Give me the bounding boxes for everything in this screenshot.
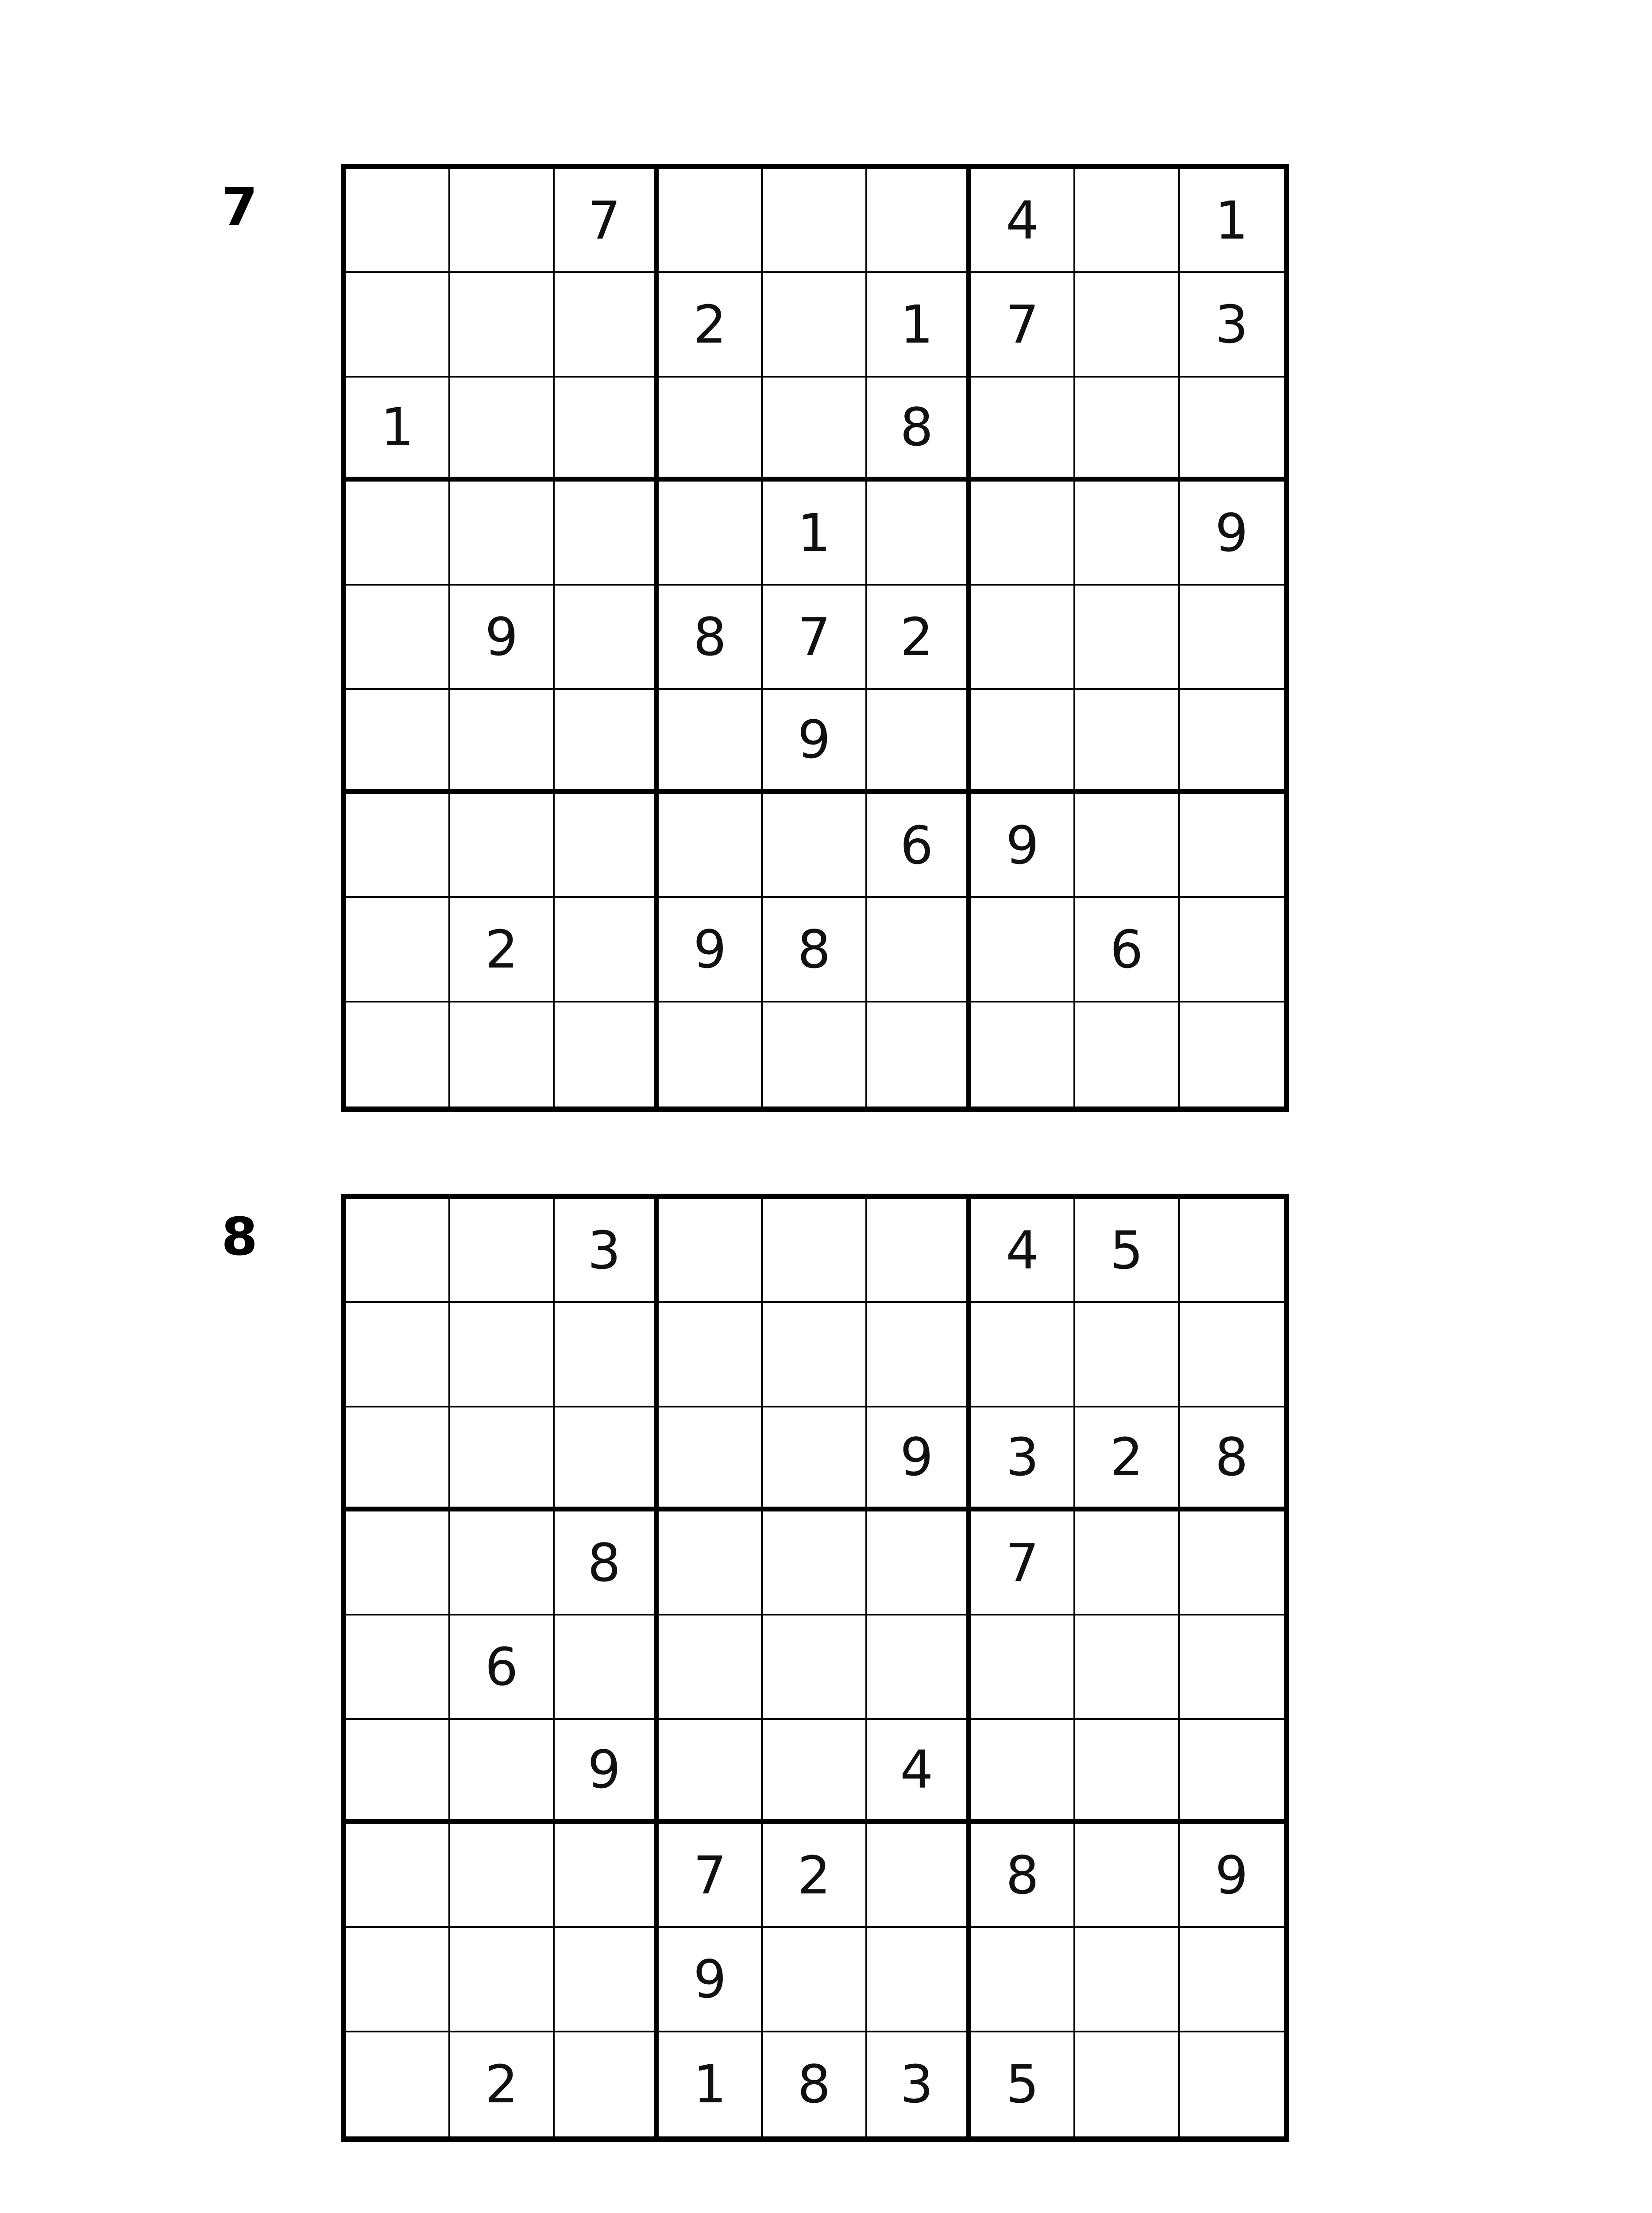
- empty-cell[interactable]: [555, 1824, 659, 1928]
- empty-cell[interactable]: [346, 1720, 450, 1824]
- empty-cell[interactable]: [450, 1303, 554, 1407]
- empty-cell[interactable]: [971, 586, 1075, 690]
- empty-cell[interactable]: [763, 169, 867, 273]
- empty-cell[interactable]: [450, 169, 554, 273]
- empty-cell[interactable]: [1180, 1720, 1284, 1824]
- empty-cell[interactable]: [867, 1511, 971, 1615]
- empty-cell[interactable]: [867, 1615, 971, 1720]
- given-cell: 5: [971, 2032, 1075, 2136]
- given-cell: 3: [1180, 273, 1284, 377]
- empty-cell[interactable]: [867, 1002, 971, 1106]
- empty-cell[interactable]: [1180, 1615, 1284, 1720]
- given-cell: 9: [450, 586, 554, 690]
- empty-cell[interactable]: [1180, 1199, 1284, 1303]
- empty-cell[interactable]: [1180, 690, 1284, 794]
- empty-cell[interactable]: [1180, 1002, 1284, 1106]
- empty-cell[interactable]: [555, 690, 659, 794]
- empty-cell[interactable]: [763, 1303, 867, 1407]
- empty-cell[interactable]: [971, 690, 1075, 794]
- empty-cell[interactable]: [1075, 1928, 1179, 2032]
- empty-cell[interactable]: [450, 1824, 554, 1928]
- given-cell: 4: [867, 1720, 971, 1824]
- empty-cell[interactable]: [763, 1199, 867, 1303]
- empty-cell[interactable]: [659, 482, 763, 586]
- empty-cell[interactable]: [1075, 273, 1179, 377]
- given-cell: 9: [659, 898, 763, 1002]
- empty-cell[interactable]: [763, 1928, 867, 2032]
- empty-cell[interactable]: [1075, 169, 1179, 273]
- empty-cell[interactable]: [450, 794, 554, 898]
- empty-cell[interactable]: [659, 1511, 763, 1615]
- empty-cell[interactable]: [346, 898, 450, 1002]
- empty-cell[interactable]: [555, 273, 659, 377]
- puzzle-number: 7: [221, 176, 258, 237]
- given-cell: 4: [971, 169, 1075, 273]
- empty-cell[interactable]: [659, 378, 763, 482]
- empty-cell[interactable]: [450, 1511, 554, 1615]
- empty-cell[interactable]: [346, 690, 450, 794]
- empty-cell[interactable]: [867, 1199, 971, 1303]
- empty-cell[interactable]: [555, 2032, 659, 2136]
- empty-cell[interactable]: [659, 169, 763, 273]
- empty-cell[interactable]: [659, 1303, 763, 1407]
- given-cell: 8: [659, 586, 763, 690]
- empty-cell[interactable]: [867, 898, 971, 1002]
- empty-cell[interactable]: [763, 378, 867, 482]
- sudoku-grid: [341, 164, 1289, 1112]
- empty-cell[interactable]: [971, 1720, 1075, 1824]
- empty-cell[interactable]: [867, 1824, 971, 1928]
- given-cell: 9: [971, 794, 1075, 898]
- given-cell: 7: [971, 273, 1075, 377]
- sudoku-grid: [341, 1194, 1289, 2142]
- given-cell: 6: [1075, 898, 1179, 1002]
- empty-cell[interactable]: [971, 378, 1075, 482]
- empty-cell[interactable]: [346, 1002, 450, 1106]
- empty-cell[interactable]: [555, 1002, 659, 1106]
- empty-cell[interactable]: [1075, 482, 1179, 586]
- empty-cell[interactable]: [763, 1407, 867, 1511]
- given-cell: 1: [1180, 169, 1284, 273]
- given-cell: 9: [1180, 1824, 1284, 1928]
- empty-cell[interactable]: [867, 482, 971, 586]
- given-cell: 2: [1075, 1407, 1179, 1511]
- given-cell: 3: [555, 1199, 659, 1303]
- empty-cell[interactable]: [346, 169, 450, 273]
- empty-cell[interactable]: [450, 1407, 554, 1511]
- empty-cell[interactable]: [1075, 1002, 1179, 1106]
- empty-cell[interactable]: [555, 378, 659, 482]
- empty-cell[interactable]: [1075, 690, 1179, 794]
- empty-cell[interactable]: [971, 482, 1075, 586]
- empty-cell[interactable]: [1180, 794, 1284, 898]
- given-cell: 8: [763, 2032, 867, 2136]
- given-cell: 6: [450, 1615, 554, 1720]
- given-cell: 6: [867, 794, 971, 898]
- empty-cell[interactable]: [867, 1303, 971, 1407]
- given-cell: 8: [867, 378, 971, 482]
- empty-cell[interactable]: [763, 273, 867, 377]
- empty-cell[interactable]: [867, 1928, 971, 2032]
- empty-cell[interactable]: [555, 1928, 659, 2032]
- empty-cell[interactable]: [971, 1303, 1075, 1407]
- empty-cell[interactable]: [555, 586, 659, 690]
- empty-cell[interactable]: [450, 690, 554, 794]
- empty-cell[interactable]: [450, 1199, 554, 1303]
- empty-cell[interactable]: [1075, 794, 1179, 898]
- empty-cell[interactable]: [346, 273, 450, 377]
- given-cell: 5: [1075, 1199, 1179, 1303]
- empty-cell[interactable]: [659, 1199, 763, 1303]
- given-cell: 1: [346, 378, 450, 482]
- empty-cell[interactable]: [659, 690, 763, 794]
- given-cell: 9: [867, 1407, 971, 1511]
- empty-cell[interactable]: [555, 1407, 659, 1511]
- given-cell: 1: [763, 482, 867, 586]
- given-cell: 2: [763, 1824, 867, 1928]
- given-cell: 3: [971, 1407, 1075, 1511]
- given-cell: 9: [555, 1720, 659, 1824]
- empty-cell[interactable]: [1180, 1928, 1284, 2032]
- given-cell: 2: [867, 586, 971, 690]
- empty-cell[interactable]: [346, 482, 450, 586]
- empty-cell[interactable]: [346, 794, 450, 898]
- given-cell: 7: [659, 1824, 763, 1928]
- empty-cell[interactable]: [971, 1615, 1075, 1720]
- empty-cell[interactable]: [1180, 2032, 1284, 2136]
- empty-cell[interactable]: [1075, 586, 1179, 690]
- given-cell: 9: [1180, 482, 1284, 586]
- empty-cell[interactable]: [763, 1720, 867, 1824]
- empty-cell[interactable]: [971, 1928, 1075, 2032]
- empty-cell[interactable]: [1180, 1511, 1284, 1615]
- empty-cell[interactable]: [1075, 1615, 1179, 1720]
- given-cell: 8: [1180, 1407, 1284, 1511]
- given-cell: 1: [659, 2032, 763, 2136]
- empty-cell[interactable]: [659, 1720, 763, 1824]
- empty-cell[interactable]: [346, 1511, 450, 1615]
- empty-cell[interactable]: [450, 273, 554, 377]
- empty-cell[interactable]: [450, 1002, 554, 1106]
- empty-cell[interactable]: [555, 794, 659, 898]
- empty-cell[interactable]: [1075, 1824, 1179, 1928]
- empty-cell[interactable]: [763, 794, 867, 898]
- empty-cell[interactable]: [763, 1511, 867, 1615]
- given-cell: 7: [555, 169, 659, 273]
- empty-cell[interactable]: [1075, 378, 1179, 482]
- empty-cell[interactable]: [1180, 1303, 1284, 1407]
- empty-cell[interactable]: [555, 1303, 659, 1407]
- given-cell: 4: [971, 1199, 1075, 1303]
- empty-cell[interactable]: [450, 482, 554, 586]
- empty-cell[interactable]: [450, 1720, 554, 1824]
- empty-cell[interactable]: [450, 378, 554, 482]
- empty-cell[interactable]: [346, 1928, 450, 2032]
- given-cell: 7: [971, 1511, 1075, 1615]
- empty-cell[interactable]: [1075, 1511, 1179, 1615]
- empty-cell[interactable]: [346, 1199, 450, 1303]
- empty-cell[interactable]: [346, 1615, 450, 1720]
- empty-cell[interactable]: [346, 1824, 450, 1928]
- given-cell: 3: [867, 2032, 971, 2136]
- empty-cell[interactable]: [867, 169, 971, 273]
- empty-cell[interactable]: [867, 690, 971, 794]
- given-cell: 2: [659, 273, 763, 377]
- empty-cell[interactable]: [971, 898, 1075, 1002]
- empty-cell[interactable]: [346, 1303, 450, 1407]
- empty-cell[interactable]: [659, 1407, 763, 1511]
- empty-cell[interactable]: [346, 1407, 450, 1511]
- empty-cell[interactable]: [659, 1002, 763, 1106]
- given-cell: 9: [659, 1928, 763, 2032]
- given-cell: 9: [763, 690, 867, 794]
- empty-cell[interactable]: [555, 1615, 659, 1720]
- given-cell: 2: [450, 2032, 554, 2136]
- empty-cell[interactable]: [659, 1615, 763, 1720]
- given-cell: 8: [763, 898, 867, 1002]
- empty-cell[interactable]: [763, 1002, 867, 1106]
- puzzle-number: 8: [221, 1206, 258, 1267]
- empty-cell[interactable]: [1075, 1303, 1179, 1407]
- given-cell: 2: [450, 898, 554, 1002]
- empty-cell[interactable]: [346, 2032, 450, 2136]
- given-cell: 1: [867, 273, 971, 377]
- empty-cell[interactable]: [1075, 2032, 1179, 2136]
- empty-cell[interactable]: [971, 1002, 1075, 1106]
- empty-cell[interactable]: [450, 1928, 554, 2032]
- empty-cell[interactable]: [1180, 586, 1284, 690]
- empty-cell[interactable]: [555, 482, 659, 586]
- empty-cell[interactable]: [763, 1615, 867, 1720]
- empty-cell[interactable]: [659, 794, 763, 898]
- given-cell: 7: [763, 586, 867, 690]
- empty-cell[interactable]: [346, 586, 450, 690]
- given-cell: 8: [555, 1511, 659, 1615]
- given-cell: 8: [971, 1824, 1075, 1928]
- empty-cell[interactable]: [1180, 378, 1284, 482]
- empty-cell[interactable]: [1075, 1720, 1179, 1824]
- empty-cell[interactable]: [1180, 898, 1284, 1002]
- empty-cell[interactable]: [555, 898, 659, 1002]
